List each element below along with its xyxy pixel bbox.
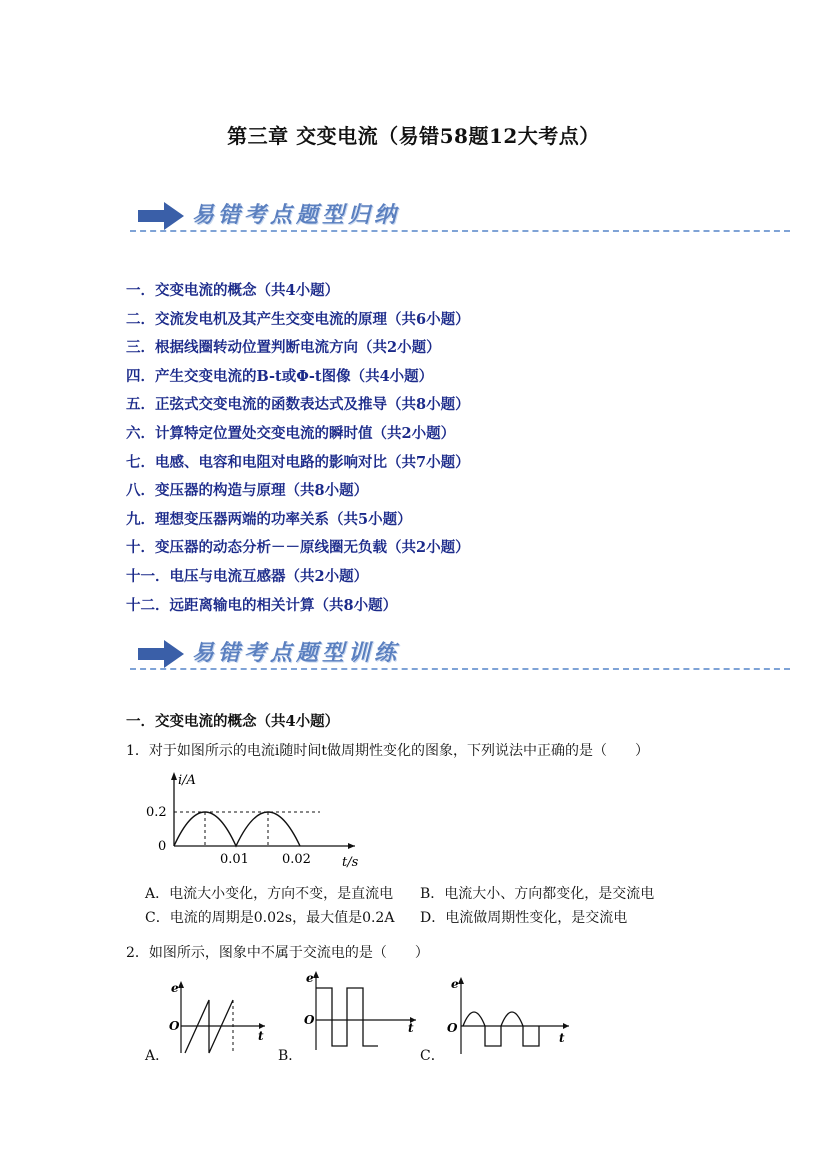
option-a[interactable]: A．电流大小变化，方向不变，是直流电 (145, 886, 394, 902)
e-axis-label: e (306, 971, 314, 985)
e-axis-label: e (451, 977, 459, 991)
t-axis-label: t (408, 1021, 414, 1035)
origin-label: 0 (158, 839, 167, 854)
topic-item[interactable]: 一．交变电流的概念（共4小题） (126, 282, 340, 299)
x-axis-label: t/s (342, 855, 359, 868)
topic-item[interactable]: 九．理想变压器两端的功率关系（共5小题） (126, 510, 412, 528)
y-axis-label: i/A (178, 773, 196, 788)
t-axis-label: t (258, 1029, 264, 1043)
origin-label: O (447, 1021, 458, 1035)
q1-current-graph (140, 768, 370, 868)
topic-item[interactable]: 三．根据线圈转动位置判断电流方向（共2小题） (126, 339, 441, 357)
origin-label: O (169, 1019, 180, 1033)
graph-label-a[interactable]: A． (145, 1048, 170, 1064)
section-banner-summary (130, 196, 790, 236)
topic-item[interactable]: 四．产生交变电流的B-t或Φ-t图像（共4小题） (126, 367, 434, 385)
y-tick-label: 0.2 (146, 805, 167, 820)
banner-title: 易错考点题型归纳 (192, 203, 401, 228)
option-b[interactable]: B．电流大小、方向都变化，是交流电 (420, 886, 655, 902)
banner-title: 易错考点题型训练 (192, 641, 401, 666)
arrow-right-icon (138, 202, 184, 230)
q1-options (145, 882, 654, 930)
x-tick-label: 0.02 (282, 852, 311, 867)
graph-label-c[interactable]: C． (420, 1048, 445, 1064)
e-axis-label: e (171, 981, 179, 995)
q2-graph-c (445, 976, 575, 1056)
topic-item[interactable]: 十．变压器的动态分析－－原线圈无负载（共2小题） (126, 539, 470, 557)
option-c[interactable]: C．电流的周期是0.02s，最大值是0.2A (145, 910, 395, 926)
topic-list (126, 280, 470, 623)
topic-item[interactable]: 二．交流发电机及其产生交变电流的原理（共6小题） (126, 310, 470, 328)
banner-divider (130, 668, 790, 670)
graph-label-b[interactable]: B． (278, 1048, 303, 1064)
section-heading: 一．交变电流的概念（共4小题） (126, 713, 340, 730)
arrow-right-icon (138, 640, 184, 668)
origin-label: O (304, 1013, 315, 1027)
topic-item[interactable]: 七．电感、电容和电阻对电路的影响对比（共7小题） (126, 453, 470, 471)
x-tick-label: 0.01 (220, 852, 249, 867)
option-d[interactable]: D．电流做周期性变化，是交流电 (420, 910, 628, 926)
banner-divider (130, 230, 790, 232)
topic-item[interactable]: 十一．电压与电流互感器（共2小题） (126, 567, 369, 585)
topic-item[interactable]: 八．变压器的构造与原理（共8小题） (126, 482, 369, 500)
section-banner-training (130, 634, 790, 674)
q2-graph-a (165, 978, 275, 1058)
topic-item[interactable]: 六．计算特定位置处交变电流的瞬时值（共2小题） (126, 424, 456, 442)
t-axis-label: t (559, 1031, 565, 1045)
topic-item[interactable]: 十二．远距离输电的相关计算（共8小题） (126, 596, 398, 614)
question-1-text: 1．对于如图所示的电流i随时间t做周期性变化的图象，下列说法中正确的是（ ） (126, 743, 650, 759)
topic-item[interactable]: 五．正弦式交变电流的函数表达式及推导（共8小题） (126, 396, 470, 414)
q2-graph-b (300, 970, 425, 1055)
question-2-text: 2．如图所示，图象中不属于交流电的是（ ） (126, 945, 429, 961)
page-title: 第三章 交变电流（易错58题12大考点） (227, 124, 600, 148)
